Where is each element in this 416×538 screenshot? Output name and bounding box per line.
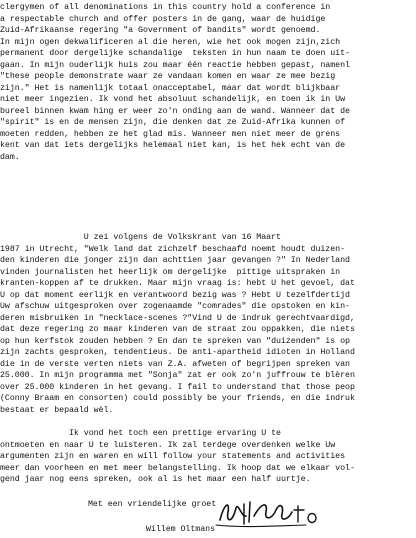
text-line: deren misbruiken in "necklace-scenes ?"Vind U de indruk gerechtvaardigd, — [0, 313, 355, 323]
text-line: vinden journalisten het heerlijk om dergelijke pittige uitspraken in — [0, 267, 341, 277]
text-line: over 25.000 kinderen in het gevang. I fail to understand that those peop — [0, 382, 355, 392]
text-line: ontmoeten en naar U te luisteren. Ik zal terdege overdenken welke Uw — [0, 440, 336, 450]
text-line: dat deze regering zo maar kinderen van de straat zou oppakken, die niets — [0, 325, 355, 334]
text-line: dam. — [0, 152, 20, 162]
text-line: bureel binnen kwam hing er weer zo'n onding aan de wand. Wanneer dat de — [0, 106, 350, 116]
author-line: Willem Oltmans — [146, 525, 216, 534]
letter-paragraph-1 — [0, 2, 416, 163]
text-line: kranten-koppen af te drukken. Maar mijn vraag is: hebt U het gevoel, dat — [0, 279, 355, 288]
text-line: op hun kerfstok zouden hebben ? En dan te spreken van "duizenden" is op — [0, 336, 350, 346]
text-line: zijn zachts gesproken, tendentieus. De anti-apartheid idioten in Holland — [0, 348, 355, 357]
text-line: den kinderen die jonger zijn dan achttien jaar gevangen ?" In Nederland — [0, 256, 350, 265]
text-line: clergymen of all denominations in this country hold a conference in — [0, 3, 331, 12]
text-line: "these people demonstrate waar ze vandaan komen en waar ze mee bezig — [0, 72, 336, 81]
text-line: gaan. In mijn ouderlijk huis zou maar één reactie hebben gepast, namenl — [0, 60, 350, 70]
text-line: 1987 in Utrecht, "Welk land dat zichzelf beschaafd noemt houdt duizen- — [0, 244, 346, 254]
text-line: kent van dat iets dergelijks helemaal niet kan, is het hek echt van de — [0, 141, 346, 150]
text-line: "spirit" is en de mensen zijn, die denken dat ze Zuid-Afrika kunnen of — [0, 118, 346, 127]
text-line: die in de verste verten niets van Z.A. afweten of begrijpen spreken van — [0, 359, 350, 369]
text-line: meer dan voorheen en met meer belangstelling. Ik hoop dat we elkaar vol- — [0, 463, 355, 473]
text-line: permanent door dergelijke schandalige teksten in hun naam te doen uit- — [0, 49, 350, 58]
text-line: Zuid-Afrikaanse regering "a Government of bandits" wordt genoemd. — [0, 26, 321, 35]
greeting-line: Met een vriendelijke groet — [88, 500, 217, 509]
letter-paragraph-2 — [0, 232, 416, 416]
text-line: 25.000. In mijn programma met "Sonja" zat er ook zo'n juffrouw te blèren — [0, 371, 355, 380]
text-line: niet meer ingezien. Ik vond het absoluut schandelijk, en toen ik in Uw — [0, 95, 346, 104]
letter-paragraph-3 — [0, 428, 416, 486]
text-line: a respectable church and offer posters in de gang, waar de huidige — [0, 14, 326, 24]
text-line: bestaat er bepaald wèl. — [0, 405, 114, 415]
text-line: U op dat moment eerlijk en verantwoord bezig was ? Hebt U tezelfdertijd — [0, 290, 350, 300]
author-name — [146, 524, 416, 536]
text-line: Ik vond het toch een prettige ervaring U te — [0, 429, 281, 438]
text-line: U zei volgens de Volkskrant van 16 Maart — [0, 233, 281, 242]
text-line: argumenten zijn en waren en will follow your statements and activities — [0, 452, 346, 461]
text-line: (Conny Braam en consorten) could possibly be your friends, en die indruk — [0, 394, 355, 403]
text-line: zijn." Het is namenlijk totaal onacceptabel, maar dat wordt blijkbaar — [0, 83, 341, 93]
text-line: gend jaar nog eens spreken, ook al is het maar een half uurtje. — [0, 475, 311, 484]
text-line: Uw afschuw uitgesproken over zogenaamde "comrades" die opstoken en kin- — [0, 302, 350, 311]
text-line: In mijn ogen dekwalificeren al die heren, wie het ook mogen zijn,zich — [0, 37, 341, 47]
text-line: moeten redden, hebben ze het glad mis. Wanneer men niet meer de grens — [0, 129, 341, 139]
